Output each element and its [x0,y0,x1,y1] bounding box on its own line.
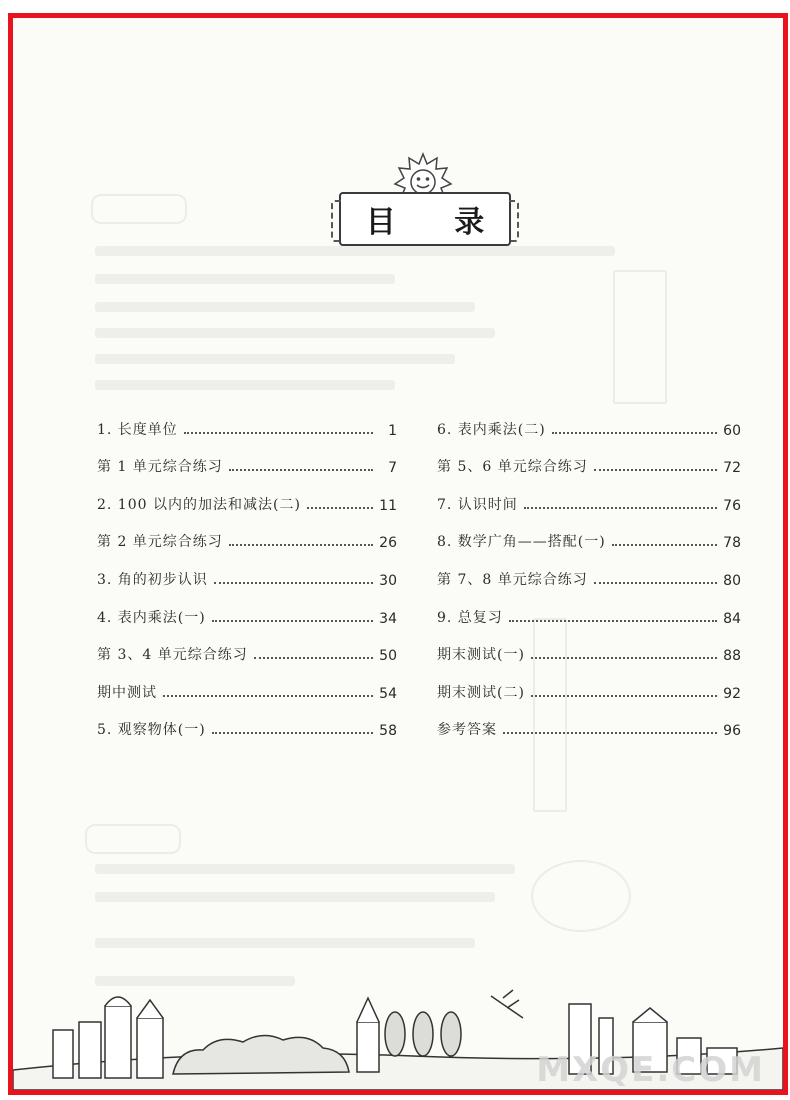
toc-leader-dots [531,657,717,659]
toc-item[interactable] [437,439,741,477]
toc-item[interactable] [97,551,397,589]
toc-item-title: 第 3、4 单元综合练习 [97,647,248,664]
toc-leader-dots [254,657,373,659]
toc-leader-dots [229,469,373,471]
toc-right-column [437,401,741,739]
toc-item[interactable] [437,514,741,552]
toc-item-page: 7 [388,460,397,477]
toc-item[interactable] [437,589,741,627]
toc-leader-dots [594,582,717,584]
toc-item[interactable] [97,401,397,439]
toc-item-title: 期末测试(一) [437,647,525,664]
toc-leader-dots [212,732,373,734]
toc-leader-dots [552,432,717,434]
toc-item[interactable] [97,439,397,477]
toc-item-title: 3. 角的初步认识 [97,571,208,588]
toc-item-page: 1 [388,422,397,439]
toc-item-title: 第 5、6 单元综合练习 [437,459,588,476]
toc-item-page: 30 [379,572,397,589]
page-frame [8,13,788,1095]
toc-leader-dots [509,620,717,622]
toc-item-page: 72 [723,460,741,477]
toc-item-title: 期中测试 [97,684,157,701]
title-box [339,192,511,246]
toc-item[interactable] [437,551,741,589]
toc-leader-dots [594,469,717,471]
toc-item-title: 1. 长度单位 [97,421,178,438]
toc-item[interactable] [97,476,397,514]
toc-item-page: 76 [723,497,741,514]
toc-item-page: 54 [379,685,397,702]
toc-leader-dots [612,544,717,546]
toc-leader-dots [214,582,373,584]
toc-item-title: 6. 表内乘法(二) [437,421,546,438]
toc-leader-dots [184,432,373,434]
page-title: 目 录 [365,205,509,240]
toc-item-title: 9. 总复习 [437,609,503,626]
toc-item-page: 80 [723,572,741,589]
toc-leader-dots [524,507,717,509]
toc-item-title: 第 2 单元综合练习 [97,534,223,551]
toc-left-column [97,401,397,739]
toc-item[interactable] [97,589,397,627]
toc-item-page: 26 [379,535,397,552]
toc-item-page: 96 [723,723,741,740]
toc-item-page: 78 [723,535,741,552]
toc-item[interactable] [437,664,741,702]
toc-item[interactable] [437,401,741,439]
watermark: MXQE.COM [536,1050,765,1090]
toc-item-title: 2. 100 以内的加法和减法(二) [97,496,301,513]
toc-item-title: 5. 观察物体(一) [97,722,206,739]
toc-leader-dots [163,695,373,697]
toc-item[interactable] [97,514,397,552]
toc-leader-dots [229,544,373,546]
title-banner [331,150,517,250]
toc-item[interactable] [437,627,741,665]
toc-leader-dots [307,507,373,509]
toc-item-title: 期末测试(二) [437,684,525,701]
toc-item[interactable] [97,664,397,702]
toc-item-page: 34 [379,610,397,627]
toc-item-title: 第 7、8 单元综合练习 [437,571,588,588]
toc-leader-dots [212,620,373,622]
toc-item[interactable] [437,476,741,514]
toc-item-title: 4. 表内乘法(一) [97,609,206,626]
toc-item-page: 84 [723,610,741,627]
toc-item-title: 8. 数学广角——搭配(一) [437,534,606,551]
toc-item-page: 58 [379,723,397,740]
toc-item[interactable] [97,627,397,665]
toc-item-page: 11 [379,497,397,514]
toc-leader-dots [531,695,717,697]
toc-item-page: 92 [723,685,741,702]
toc-item-title: 第 1 单元综合练习 [97,459,223,476]
toc-item[interactable] [437,702,741,740]
toc-item-title: 参考答案 [437,722,497,739]
toc-leader-dots [503,732,717,734]
toc-item[interactable] [97,702,397,740]
toc-item-title: 7. 认识时间 [437,496,518,513]
toc-item-page: 50 [379,648,397,665]
toc-item-page: 88 [723,648,741,665]
toc-item-page: 60 [723,422,741,439]
